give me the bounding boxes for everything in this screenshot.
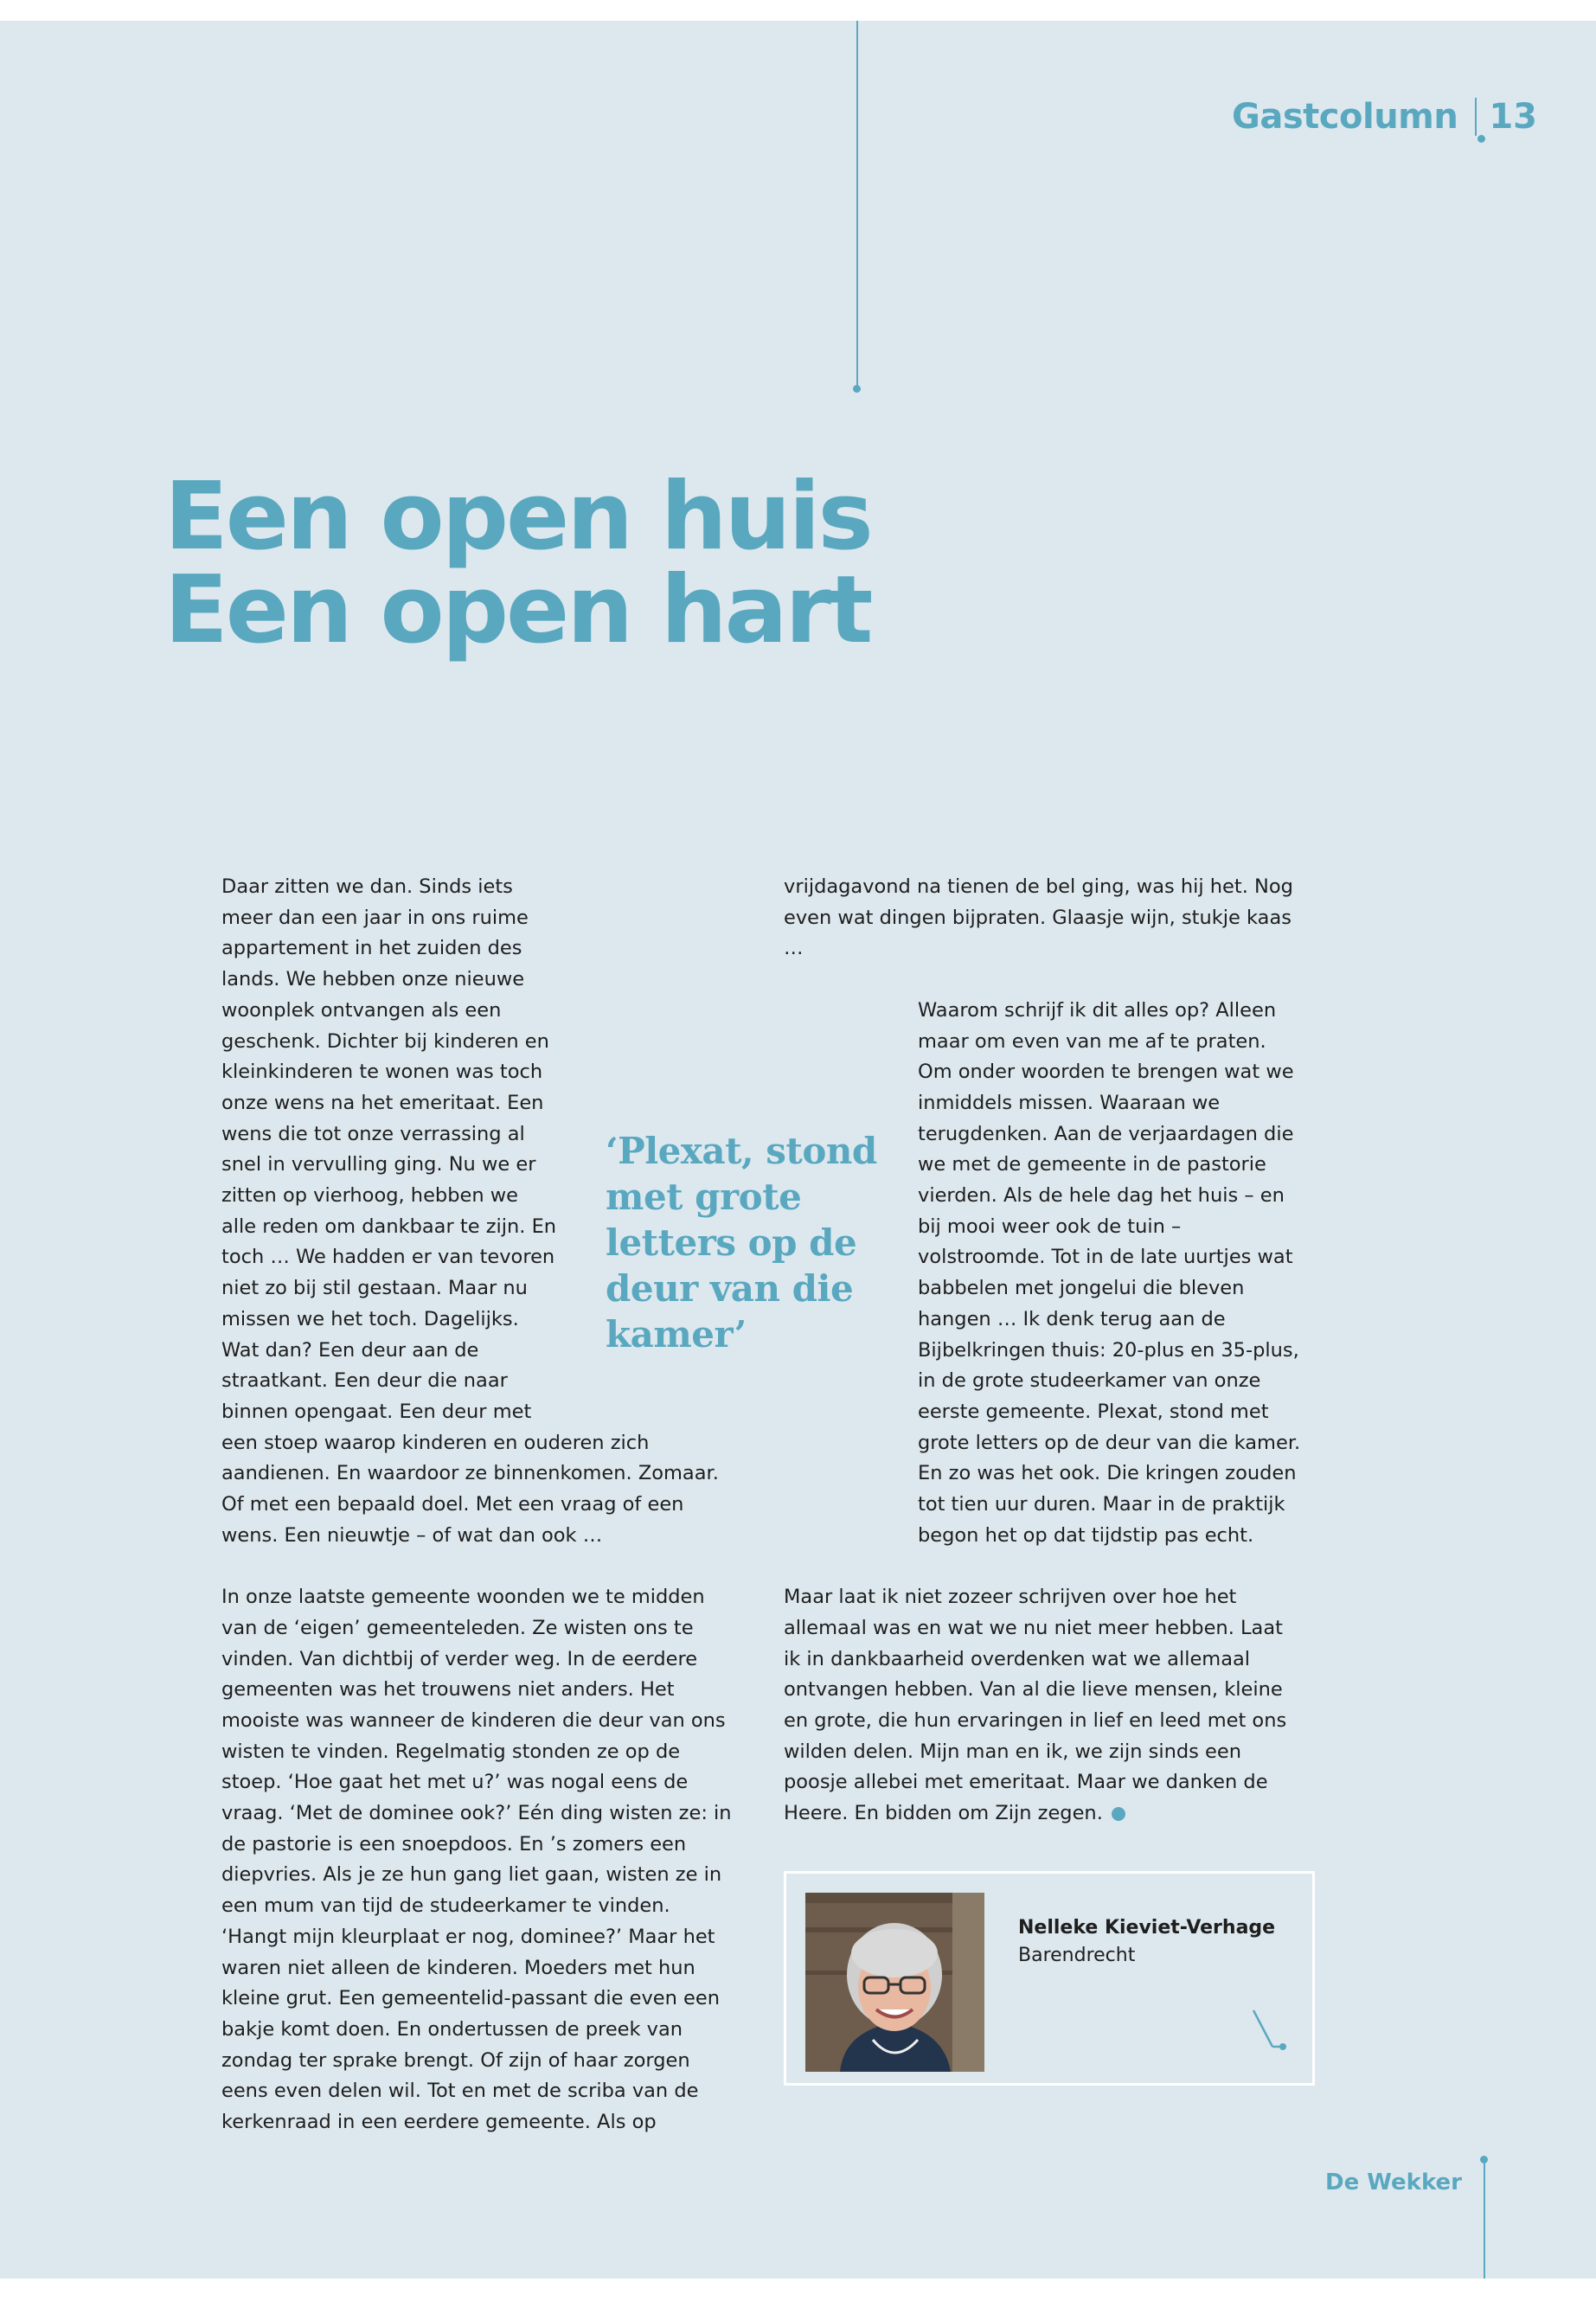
top-divider-dot <box>853 385 861 393</box>
body-paragraph: Waarom schrijf ik dit alles op? Alleen maar om even van me af te praten. Om onder woorden te brengen wat we inmiddels missen. Waaraan we terugdenken. Aan de verjaardagen die we met de gemeente in de pastorie vierden. Als de hele dag het huis – en bij mooi weer ook de tuin – volstroomde. Tot in de late uurtjes wat babbelen met jongelui die bleven hangen … Ik denk terug aan de Bijbelkringen thuis: 20-plus en 35-plus, in de grote studeerkamer van onze eerste gemeente. Plexat, stond met grote letters op de deur van die kamer. En zo was het ook. Die kringen zouden tot tien uur duren. Maar in de praktijk begon het op dat tijdstip pas echt. <box>918 998 1301 1547</box>
author-name: Nelleke Kieviet-Verhage <box>1018 1917 1276 1939</box>
footer-divider-line <box>1484 2159 1485 2279</box>
body-column-left <box>221 872 740 2170</box>
article-end-dot <box>1112 1807 1125 1821</box>
header-separator-dot <box>1477 135 1485 143</box>
author-location: Barendrecht <box>1018 1945 1136 1966</box>
author-photo <box>805 1893 984 2072</box>
pull-quote: ‘Plexat, stond met grote letters op de deur van die kamer’ <box>606 1130 877 1356</box>
author-portrait-illustration <box>805 1893 984 2072</box>
headline-line-2: Een open hart <box>164 556 871 664</box>
headline-line-1: Een open huis <box>164 463 871 571</box>
magazine-name: De Wekker <box>1325 2170 1462 2195</box>
page-number: 13 <box>1489 97 1537 137</box>
article-headline <box>164 463 871 664</box>
body-paragraph: Daar zitten we dan. Sinds iets meer dan een jaar in ons ruime appartement in het zuiden des lands. We hebben onze nieuwe woonplek ontvangen als een geschenk. Dichter bij kinderen en kleinkinderen te wonen was toch onze wens na het emeritaat. Een wens die tot onze verrassing al snel in vervulling ging. Nu we er zitten op vierhoog, hebben we alle reden om dankbaar te zijn. En toch … We hadden er van tevoren niet zo bij stil gestaan. Maar nu missen we het toch. Dagelijks. Wat dan? Een deur aan de straatkant. Een deur die naar binnen opengaat. Een deur met een stoep waarop kinderen en ouderen zich aandienen. En waardoor ze binnenkomen. Zomaar. Of met een bepaald doel. Met een vraag of een wens. Een nieuwtje – of wat dan ook … <box>221 875 719 1547</box>
author-box <box>784 1871 1315 2086</box>
top-divider-line <box>856 21 858 388</box>
pen-mark-icon <box>1245 2003 1288 2055</box>
body-column-right <box>784 872 1303 1860</box>
body-paragraph: In onze laatste gemeente woonden we te midden van de ‘eigen’ gemeenteleden. Ze wisten ons te vinden. Van dichtbij of verder weg. In de eerdere gemeenten was het trouwens niet anders. Het mooiste was wanneer de kinderen die deur van ons wisten te vinden. Regelmatig stonden ze op de stoep. ‘Hoe gaat het met u?’ was nogal eens de vraag. ‘Met de dominee ook?’ Eén ding wisten ze: in de pastorie is een snoepdoos. En ’s zomers een diepvries. Als je ze hun gang liet gaan, wisten ze in een mum van tijd de studeerkamer te vinden. ‘Hangt mijn kleurplaat er nog, dominee?’ Maar het waren niet alleen de kinderen. Moeders met hun kleine grut. Een gemeentelid-passant die even een bakje komt doen. En ondertussen de preek van zondag ter sprake brengt. Of zijn of haar zorgen eens even delen wil. Tot en met de scriba van de kerkenraad in een eerdere gemeente. Als op <box>221 1586 732 2134</box>
page-number-separator <box>1475 98 1477 136</box>
body-paragraph-final <box>784 1582 1303 1830</box>
body-paragraph: vrijdagavond na tienen de bel ging, was hij het. Nog even wat dingen bijpraten. Glaasje wijn, stukje kaas … <box>784 875 1293 960</box>
section-header <box>1232 97 1537 137</box>
magazine-page <box>0 21 1596 2279</box>
final-paragraph-text: Maar laat ik niet zozeer schrijven over hoe het allemaal was en wat we nu niet meer hebben. Laat ik in dankbaarheid overdenken wat we allemaal ontvangen hebben. Van al die lieve mensen, kleine en grote, die hun ervaringen in lief en leed met ons wilden delen. Mijn man en ik, we zijn sinds een poosje allebei met emeritaat. Maar we danken de Heere. En bidden om Zijn zegen. <box>784 1586 1287 1825</box>
section-name: Gastcolumn <box>1232 97 1458 137</box>
footer-divider-dot <box>1480 2156 1488 2163</box>
